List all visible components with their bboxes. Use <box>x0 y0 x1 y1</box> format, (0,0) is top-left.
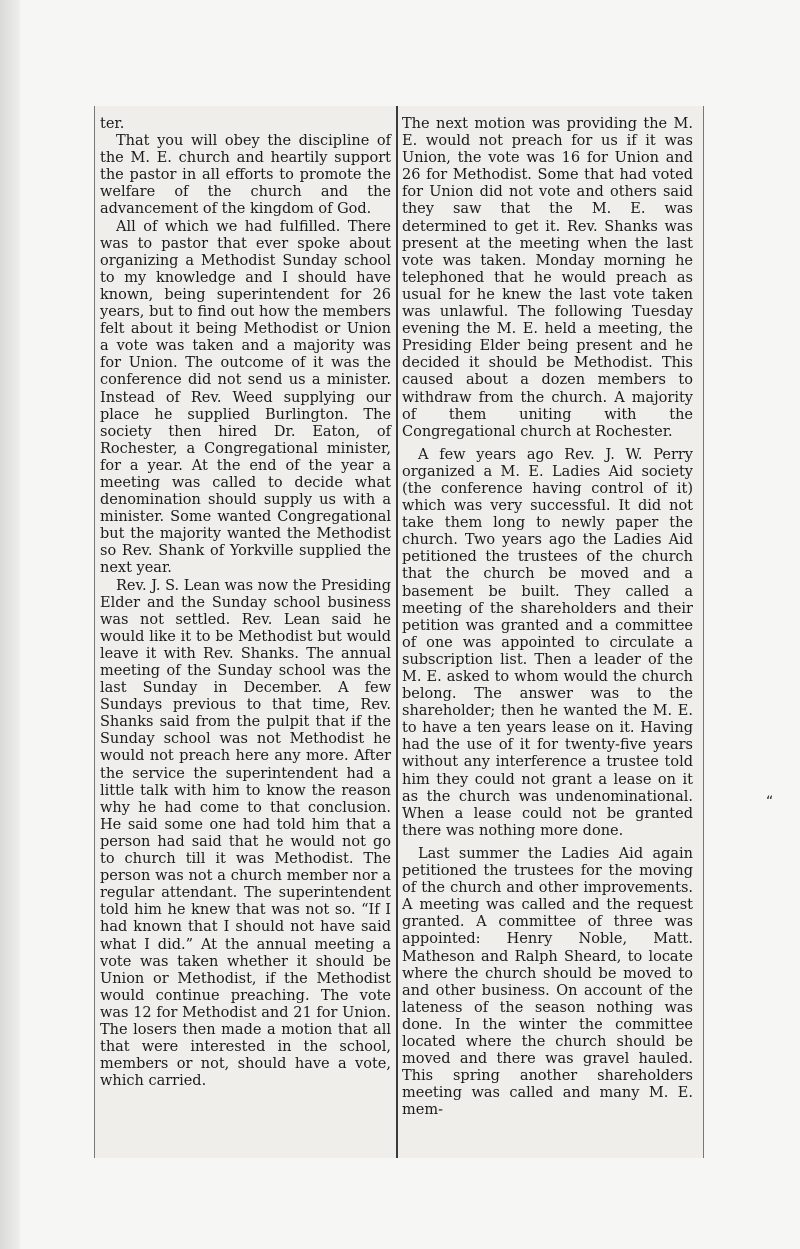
right-column <box>402 116 693 1119</box>
paragraph: Rev. J. S. Lean was now the Presiding Elder and the Sunday school business was not settled. Rev. Lean said he would like it to be Methodist but would leave it with Rev. Shanks. The annual meeting of the Sunday school was the last Sunday in December. A few Sundays previous to that time, Rev. Shanks said from the pulpit that if the Sunday school was not Methodist he would not preach here any more. After the service the superintendent had a little talk with him to know the reason why he had come to that conclusion. He said some one had told him that a person had said that he would not go to church till it was Methodist. The person was not a church member nor a regular attendant. The superintendent told him he knew that was not so. “If I had known that I should not have said what I did.” At the annual meeting a vote was taken whether it should be Union or Methodist, if the Methodist would continue preaching. The vote was 12 for Methodist and 21 for Union. The losers then made a motion that all that were interested in the school, members or not, should have a vote, which carried. <box>100 577 391 1090</box>
paragraph: That you will obey the discipline of the M. E. church and heartily support the pastor in all efforts to promote the welfare of the church and the advancement of the kingdom of God. <box>100 133 391 218</box>
paragraph: ter. <box>100 116 125 132</box>
page-edge-shadow <box>0 0 20 1249</box>
newspaper-clipping <box>94 106 704 1158</box>
clipping-right-edge <box>703 106 704 1158</box>
paragraph: A few years ago Rev. J. W. Perry organized a M. E. Ladies Aid society (the conference having control of it) which was very successful. It did not take them long to newly paper the church. Two years ago the Ladies Aid petitioned the trustees of the church that the church be moved and a basement be built. They called a meeting of the shareholders and their petition was granted and a committee of one was appointed to circulate a subscription list. Then a leader of the M. E. asked to whom would the church belong. The answer was to the shareholder; then he wanted the M. E. to have a ten years lease on it. Having had the use of it for twenty-five years without any interference a trustee told him they could not grant a lease on it as the church was undenominational. When a lease could not be granted there was nothing more done. <box>402 446 693 839</box>
paragraph: All of which we had fulfilled. There was to pastor that ever spoke about organizing a Methodist Sunday school to my knowledge and I should have known, being superintendent for 26 years, but to find out how the members felt about it being Methodist or Union a vote was taken and a majority was for Union. The outcome of it was the conference did not send us a minister. Instead of Rev. Weed supplying our place he supplied Burlington. The society then hired Dr. Eaton, of Rochester, a Congregational minister, for a year. At the end of the year a meeting was called to decide what denomination should supply us with a minister. Some wanted Congregational but the majority wanted the Methodist so Rev. Shank of Yorkville supplied the next year. <box>100 218 391 577</box>
paragraph: Last summer the Ladies Aid again petitioned the trustees for the moving of the church and other improvements. A meeting was called and the request granted. A committee of three was appointed: Henry Noble, Matt. Matheson and Ralph Sheard, to locate where the church should be moved to and other business. On account of the lateness of the season nothing was done. In the winter the committee located where the church should be moved and there was gravel hauled. This spring another shareholders meeting was called and many M. E. mem- <box>402 845 693 1119</box>
column-divider <box>396 106 398 1158</box>
clipping-left-edge <box>94 106 95 1158</box>
paragraph: The next motion was providing the M. E. would not preach for us if it was Union, the vote was 16 for Union and 26 for Methodist. Some that had voted for Union did not vote and others said they saw that the M. E. was determined to get it. Rev. Shanks was present at the meeting when the last vote was taken. Monday morning he telephoned that he would preach as usual for he knew the last vote taken was unlawful. The following Tuesday evening the M. E. held a meeting, the Presiding Elder being present and he decided it should be Methodist. This caused about a dozen members to withdraw from the church. A majority of them uniting with the Congregational church at Rochester. <box>402 116 693 440</box>
margin-mark: “ <box>766 794 774 810</box>
left-column <box>100 116 391 1090</box>
